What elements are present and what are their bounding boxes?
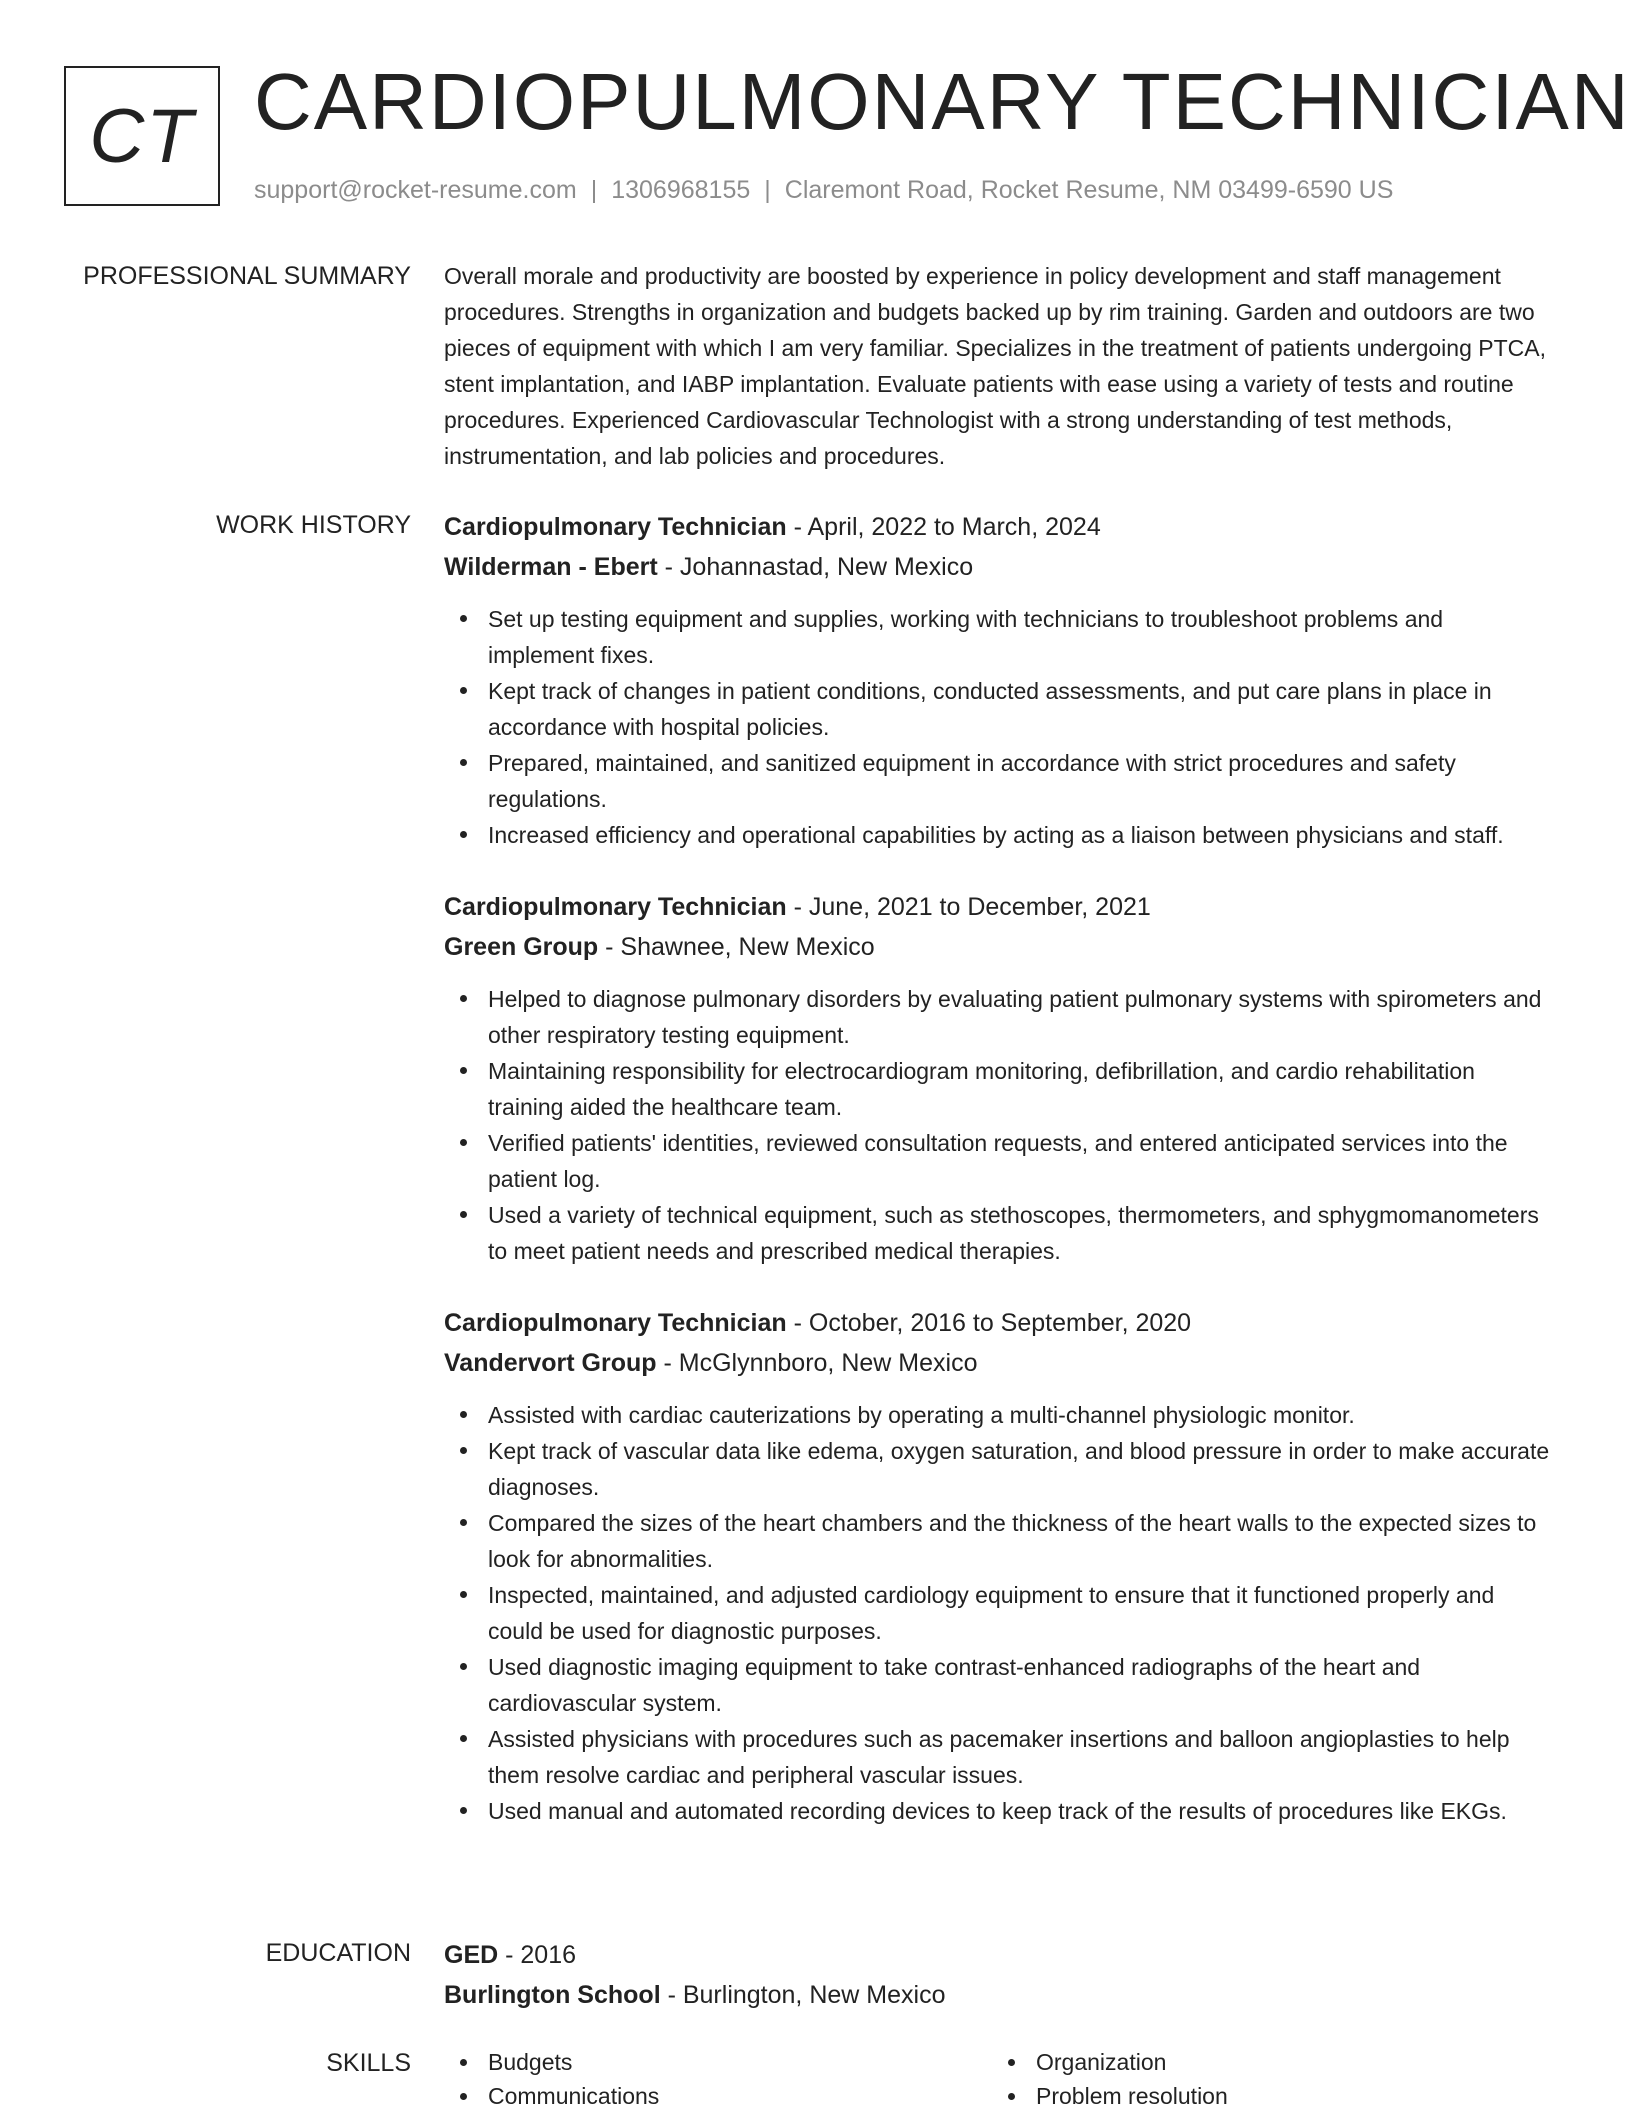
job-title: Cardiopulmonary Technician	[444, 1309, 787, 1337]
job-bullets	[444, 981, 1554, 1269]
job-bullet: Verified patients' identities, reviewed consultation requests, and entered anticipated services into the patient log.	[444, 1125, 1554, 1197]
job-dates: - June, 2021 to December, 2021	[786, 893, 1151, 921]
job-company-line	[444, 1343, 1554, 1383]
job-bullet: Used diagnostic imaging equipment to take contrast-enhanced radiographs of the heart and cardiovascular system.	[444, 1649, 1554, 1721]
job-bullet: Maintaining responsibility for electrocardiogram monitoring, defibrillation, and cardio rehabilitation training aided the healthcare team.	[444, 1053, 1554, 1125]
job-location: - Shawnee, New Mexico	[598, 933, 875, 961]
education-school-line	[444, 1975, 1554, 2015]
job-title: Cardiopulmonary Technician	[444, 513, 787, 541]
summary-text: Overall morale and productivity are boosted by experience in policy development and staff management procedures. Strengths in organization and budgets backed up by rim training. Garden and outdoors are two pieces of equipment with which I am very familiar. Specializes in the treatment of patients undergoing PTCA, stent implantation, and IABP implantation. Evaluate patients with ease using a variety of tests and routine procedures. Experienced Cardiovascular Technologist with a strong understanding of test methods, instrumentation, and lab policies and procedures.	[444, 263, 1546, 469]
education-degree: GED	[444, 1941, 499, 1969]
section-heading-work-history: WORK HISTORY	[216, 511, 411, 539]
education-school: Burlington School	[444, 1981, 661, 2009]
job-title-line	[444, 507, 1554, 547]
skills-column-right	[992, 2045, 1540, 2113]
job-location: - McGlynnboro, New Mexico	[656, 1349, 978, 1377]
work-history-body	[444, 507, 1554, 1863]
job-dates: - October, 2016 to September, 2020	[786, 1309, 1192, 1337]
education-location: - Burlington, New Mexico	[660, 1981, 946, 2009]
page-title: CARDIOPULMONARY TECHNICIAN	[254, 57, 1631, 146]
job-title-line	[444, 1303, 1554, 1343]
skills-body	[444, 2045, 1554, 2113]
job-bullet: Prepared, maintained, and sanitized equipment in accordance with strict procedures and safety regulations.	[444, 745, 1554, 817]
job-bullet: Kept track of vascular data like edema, oxygen saturation, and blood pressure in order to make accurate diagnoses.	[444, 1433, 1554, 1505]
job-bullet: Inspected, maintained, and adjusted cardiology equipment to ensure that it functioned properly and could be used for diagnostic purposes.	[444, 1577, 1554, 1649]
job-company-line	[444, 547, 1554, 587]
section-heading-skills: SKILLS	[326, 2049, 411, 2077]
job-company: Wilderman - Ebert	[444, 553, 658, 581]
job-bullet: Increased efficiency and operational capabilities by acting as a liaison between physicians and staff.	[444, 817, 1554, 853]
education-year: - 2016	[498, 1941, 577, 1969]
job-bullet: Used manual and automated recording devices to keep track of the results of procedures like EKGs.	[444, 1793, 1554, 1829]
skill-item: Problem resolution	[992, 2079, 1540, 2113]
skills-columns	[444, 2045, 1554, 2113]
job-location: - Johannastad, New Mexico	[657, 553, 974, 581]
job-entry	[444, 1303, 1554, 1829]
education-body	[444, 1935, 1554, 2015]
education-degree-line	[444, 1935, 1554, 1975]
job-bullet: Used a variety of technical equipment, such as stethoscopes, thermometers, and sphygmomanometers to meet patient needs and prescribed medical therapies.	[444, 1197, 1554, 1269]
contact-separator: |	[764, 176, 771, 204]
job-dates: - April, 2022 to March, 2024	[786, 513, 1101, 541]
contact-line	[254, 176, 1393, 205]
section-heading-education: EDUCATION	[265, 1939, 411, 1967]
job-bullets	[444, 601, 1554, 853]
job-company: Green Group	[444, 933, 599, 961]
summary-body	[444, 258, 1554, 474]
job-title-line	[444, 887, 1554, 927]
job-bullets	[444, 1397, 1554, 1829]
job-bullet: Assisted physicians with procedures such as pacemaker insertions and balloon angioplasties to help them resolve cardiac and peripheral vascular issues.	[444, 1721, 1554, 1793]
job-bullet: Helped to diagnose pulmonary disorders by evaluating patient pulmonary systems with spirometers and other respiratory testing equipment.	[444, 981, 1554, 1053]
skill-item: Communications	[444, 2079, 992, 2113]
monogram-badge: CT	[64, 66, 220, 206]
skills-column-left	[444, 2045, 992, 2113]
job-entry	[444, 887, 1554, 1269]
job-bullet: Assisted with cardiac cauterizations by operating a multi-channel physiologic monitor.	[444, 1397, 1554, 1433]
contact-separator: |	[590, 176, 598, 204]
skill-item: Budgets	[444, 2045, 992, 2079]
job-bullet: Compared the sizes of the heart chambers and the thickness of the heart walls to the expected sizes to look for abnormalities.	[444, 1505, 1554, 1577]
job-company-line	[444, 927, 1554, 967]
contact-phone: 1306968155	[611, 176, 751, 204]
contact-address: Claremont Road, Rocket Resume, NM 03499-6590 US	[784, 176, 1394, 204]
job-title: Cardiopulmonary Technician	[444, 893, 787, 921]
contact-email: support@rocket-resume.com	[254, 176, 577, 204]
job-entry	[444, 507, 1554, 853]
section-heading-summary: PROFESSIONAL SUMMARY	[83, 262, 411, 290]
job-company: Vandervort Group	[444, 1349, 657, 1377]
skill-item: Organization	[992, 2045, 1540, 2079]
job-bullet: Kept track of changes in patient conditions, conducted assessments, and put care plans in place in accordance with hospital policies.	[444, 673, 1554, 745]
job-bullet: Set up testing equipment and supplies, working with technicians to troubleshoot problems and implement fixes.	[444, 601, 1554, 673]
